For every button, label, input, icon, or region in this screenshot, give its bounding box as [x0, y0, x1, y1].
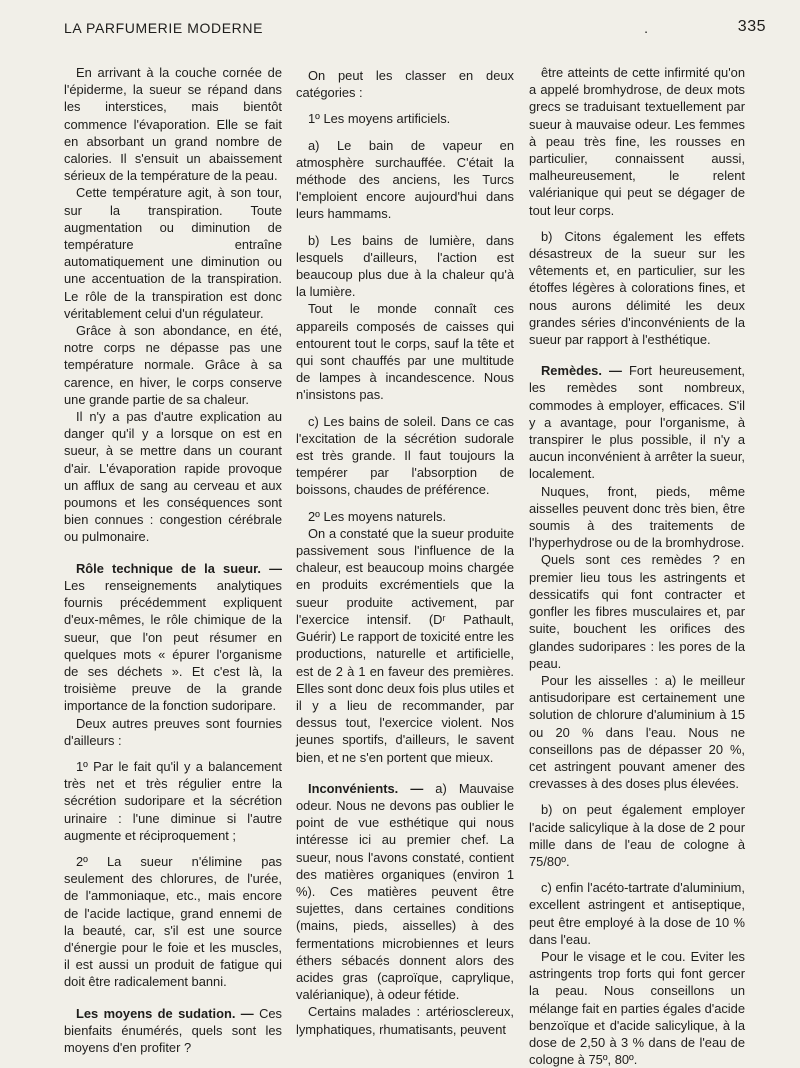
- paragraph: Nuques, front, pieds, même aisselles peuvent donc très bien, être soumis à des traitements de l'hyperhydrose ou de la bromhydrose.: [529, 483, 745, 551]
- paragraph: être atteints de cette infirmité qu'on a appelé bromhydrose, de deux mots grecs se traduisant textuellement par sueur à mauvaise odeur. Les femmes à peau très fine, les rousses en particulier, connaissent aussi, malheureusement, le relent valérianique qui peut se dégager de tout leur corps.: [529, 65, 745, 218]
- paragraph: Cette température agit, à son tour, sur la transpiration. Toute augmentation ou diminution de température entraîne automatiquement une diminution ou une accentuation de la transpiration. Le rôle de la transpiration est donc véritablement celui d'un régulateur.: [64, 185, 282, 321]
- section-heading: Rôle technique de la sueur. —: [76, 560, 282, 576]
- paragraph: 2º Les moyens naturels.: [308, 508, 446, 524]
- paragraph: En arrivant à la couche cornée de l'épiderme, la sueur se répand dans les interstices, mais bientôt commence l'évaporation. Elle se fait en absorbant un grand nombre de calories. Il s'ensuit un abaissement sérieux de la température de la peau.: [64, 65, 282, 184]
- paragraph: Pour les aisselles : a) le meilleur antisudoripare est certainement une solution de chlorure d'aluminium à 15 ou 20 % dans l'eau. Nous ne conseillons pas de dépasser 20 %, cet astringent pouvant amener des crevasses à des doses plus élevées.: [529, 672, 745, 792]
- paragraph: On peut les classer en deux catégories :: [296, 68, 514, 101]
- paragraph: Tout le monde connaît ces appareils composés de caisses qui entourent tout le corps, sauf la tête et qui sont chauffés par une multitude de lampes à incandescence. Nous n'insistons pas.: [296, 301, 514, 403]
- paragraph: b) Les bains de lumière, dans lesquels d'ailleurs, l'action est beaucoup plus due à la chaleur qu'à la lumière.: [296, 232, 514, 300]
- section-moyens-sudation: [64, 1005, 282, 1057]
- paragraph-text: Les renseignements analytiques fournis précédemment expliquent d'eux-mêmes, le rôle chimique de la sueur, que l'on peut résumer en quelques mots « épurer l'organisme de ses déchets ». Et c'est là, la troisième preuve de la grande importance de la fonction sudoripare.: [64, 577, 282, 714]
- text-columns: [64, 64, 754, 1068]
- paragraph: Pour le visage et le cou. Eviter les astringents trop forts qui font gercer la peau. Nous conseillons un mélange fait en parties égales d'acide benzoïque et d'acide salicylique, à la dose de 2,50 à 3 % dans de l'eau de cologne à 75º, 80º.: [529, 948, 746, 1068]
- paragraph: On a constaté que la sueur produite passivement sous l'influence de la chaleur, est beaucoup moins chargée en produits excrémentiels que la sueur produite activement, par l'exercice intensif. (Dʳ Pathault, Guérir) Le rapport de toxicité entre les productions, naturelle et artificielle, est de 2 à 1 en faveur des premières. Elles sont donc deux fois plus utiles et il y a lieu de recommander, par dessus tout, l'exercice violent. Nos jeunes sportifs, d'ailleurs, le savent bien, et ne s'en portent que mieux.: [296, 525, 514, 765]
- section-heading: Remèdes. —: [541, 363, 622, 379]
- paragraph: a) Le bain de vapeur en atmosphère surchauffée. C'était la méthode des anciens, les Turcs l'emploient encore aujourd'hui dans leurs hammams.: [296, 137, 514, 222]
- paragraph: Quels sont ces remèdes ? en premier lieu tous les astringents et dessicatifs qui font contracter et gonfler les fibres musculaires et, par suite, bouchent les orifices des glandes sudoripares : les pores de la peau.: [529, 552, 745, 671]
- paragraph-text: Ces bienfaits énumérés, quels sont les moyens d'en profiter ?: [64, 1005, 282, 1055]
- paragraph-text: a) Mauvaise odeur. Nous ne devons pas oublier le point de vue esthétique qui nous intéresse ici au premier chef. La sueur, nous l'avons constaté, contient des matières organiques (environ 1 %). Ces matières peuvent être sujettes, dans certaines conditions (mains, pieds, aisselles) à des fermentations microbiennes et leurs éthers sébacés donnent alors des acides gras (caproïque, caprylique, valérianique), à odeur fétide.: [296, 780, 514, 1003]
- paragraph: c) enfin l'acéto-tartrate d'aluminium, excellent astringent et antiseptique, peut être employé à la dose de 10 % dans l'eau.: [529, 880, 745, 947]
- paragraph: b) Citons également les effets désastreux de la sueur sur les vêtements et, en particulier, sur les étoffes légères à colorations fines, et nous aurons délimité les deux grandes séries d'inconvénients de la sueur par rapport à l'esthétique.: [529, 228, 745, 348]
- section-heading: Les moyens de sudation. —: [76, 1005, 254, 1021]
- section-remedes: [529, 362, 745, 482]
- paragraph: Certains malades : artériosclereux, lymphatiques, rhumatisants, peuvent: [296, 1004, 514, 1037]
- column-1: [64, 64, 282, 1056]
- paragraph: 1º Les moyens artificiels.: [308, 111, 451, 127]
- paragraph: 1º Par le fait qu'il y a balancement très net et très régulier entre la sécrétion sudoripare et la sécrétion urinaire : l'une diminue si l'autre augmente et réciproquement ;: [64, 758, 282, 843]
- paragraph: 2º La sueur n'élimine pas seulement des chlorures, de l'urée, de l'ammoniaque, etc., mais encore de l'acide lactique, grand ennemi de la beauté, car, s'il est une source d'énergie pour le foie et les muscles, il est aussi un produit de fatigue qui doit être radicalement banni.: [64, 853, 282, 990]
- page-number: 335: [737, 18, 766, 35]
- paragraph: Il n'y a pas d'autre explication au danger qu'il y a lorsque on est en sueur, à se mettre dans un courant d'air. L'évaporation rapide provoque un afflux de sang au cerveau et aux poumons et les conséquences sont bien connues : congestion cérébrale ou pulmonaire.: [64, 409, 282, 545]
- page-header: [64, 20, 766, 42]
- column-2: [296, 67, 514, 1038]
- section-heading: Inconvénients. —: [308, 780, 424, 796]
- header-dot: .: [644, 20, 648, 36]
- column-3: [529, 64, 745, 1068]
- section-role-technique: [64, 560, 282, 715]
- paragraph: c) Les bains de soleil. Dans ce cas l'excitation de la sécrétion sudorale est très grande. Il faut toujours la tempérer par l'absorption de boissons, chaudes de préférence.: [296, 413, 514, 498]
- paragraph-text: Fort heureusement, les remèdes sont nombreux, commodes à employer, efficaces. S'il y a avantage, pour l'organisme, à transpirer le plus possible, il n'y a aucun inconvénient à arrêter la sueur, localement.: [529, 363, 745, 482]
- paragraph: b) on peut également employer l'acide salicylique à la dose de 2 pour mille dans de l'eau de cologne à 75/80º.: [529, 802, 745, 869]
- paragraph: Grâce à son abondance, en été, notre corps ne dépasse pas une température normale. Grâce à sa carence, en hiver, le corps conserve une grande partie de sa chaleur.: [64, 323, 282, 407]
- section-inconvenients: [296, 780, 514, 1004]
- paragraph: Deux autres preuves sont fournies d'ailleurs :: [64, 715, 282, 748]
- running-title: LA PARFUMERIE MODERNE: [64, 20, 264, 36]
